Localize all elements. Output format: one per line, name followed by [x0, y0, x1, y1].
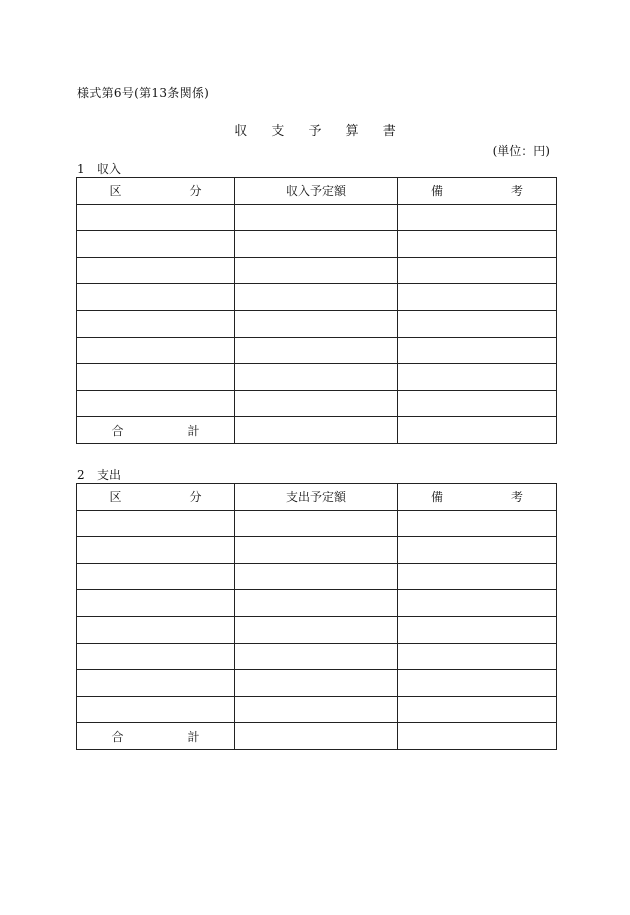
- income-total-row: [77, 417, 557, 444]
- income-amount-cell[interactable]: [235, 337, 398, 364]
- expense-amount-cell[interactable]: [235, 537, 398, 564]
- expense-amount-cell[interactable]: [235, 696, 398, 723]
- expense-table: [76, 483, 557, 750]
- expense-total-label: 合 計: [77, 723, 235, 750]
- expense-category-cell[interactable]: [77, 537, 235, 564]
- income-remarks-cell[interactable]: [398, 337, 557, 364]
- expense-category-cell[interactable]: [77, 696, 235, 723]
- income-remarks-cell[interactable]: [398, 310, 557, 337]
- expense-header-row: [77, 484, 557, 511]
- income-header-remarks: 備 考: [398, 178, 557, 205]
- expense-amount-cell[interactable]: [235, 590, 398, 617]
- expense-category-cell[interactable]: [77, 643, 235, 670]
- income-category-cell[interactable]: [77, 284, 235, 311]
- expense-amount-cell[interactable]: [235, 563, 398, 590]
- income-total-amount-cell[interactable]: [235, 417, 398, 444]
- expense-section-number: 2: [77, 468, 85, 482]
- income-table: [76, 177, 557, 444]
- expense-section-label: 支出: [97, 468, 122, 482]
- income-category-cell[interactable]: [77, 364, 235, 391]
- table-row: [77, 257, 557, 284]
- expense-remarks-cell[interactable]: [398, 590, 557, 617]
- table-row: [77, 616, 557, 643]
- expense-remarks-cell[interactable]: [398, 616, 557, 643]
- income-amount-cell[interactable]: [235, 310, 398, 337]
- expense-category-cell[interactable]: [77, 563, 235, 590]
- expense-total-amount-cell[interactable]: [235, 723, 398, 750]
- income-remarks-cell[interactable]: [398, 257, 557, 284]
- income-remarks-cell[interactable]: [398, 231, 557, 258]
- table-row: [77, 364, 557, 391]
- table-row: [77, 643, 557, 670]
- income-remarks-cell[interactable]: [398, 284, 557, 311]
- table-row: [77, 231, 557, 258]
- table-row: [77, 284, 557, 311]
- expense-remarks-cell[interactable]: [398, 563, 557, 590]
- expense-remarks-cell[interactable]: [398, 696, 557, 723]
- expense-remarks-cell[interactable]: [398, 670, 557, 697]
- income-total-label: 合 計: [77, 417, 235, 444]
- expense-total-row: [77, 723, 557, 750]
- expense-remarks-cell[interactable]: [398, 537, 557, 564]
- income-amount-cell[interactable]: [235, 284, 398, 311]
- expense-amount-cell[interactable]: [235, 670, 398, 697]
- document-title: 収 支 予 算 書: [234, 124, 406, 139]
- income-amount-cell[interactable]: [235, 204, 398, 231]
- income-remarks-cell[interactable]: [398, 364, 557, 391]
- table-row: [77, 510, 557, 537]
- income-section-heading: [77, 160, 121, 177]
- expense-amount-cell[interactable]: [235, 616, 398, 643]
- expense-category-cell[interactable]: [77, 510, 235, 537]
- income-category-cell[interactable]: [77, 204, 235, 231]
- table-row: [77, 537, 557, 564]
- expense-header-amount: 支出予定額: [235, 484, 398, 511]
- income-category-cell[interactable]: [77, 390, 235, 417]
- income-remarks-cell[interactable]: [398, 204, 557, 231]
- expense-section-heading: [77, 466, 121, 483]
- income-header-category: 区 分: [77, 178, 235, 205]
- table-row: [77, 670, 557, 697]
- income-amount-cell[interactable]: [235, 390, 398, 417]
- income-total-remarks-cell[interactable]: [398, 417, 557, 444]
- income-amount-cell[interactable]: [235, 257, 398, 284]
- expense-category-cell[interactable]: [77, 670, 235, 697]
- income-remarks-cell[interactable]: [398, 390, 557, 417]
- income-category-cell[interactable]: [77, 337, 235, 364]
- income-category-cell[interactable]: [77, 310, 235, 337]
- income-category-cell[interactable]: [77, 257, 235, 284]
- expense-remarks-cell[interactable]: [398, 643, 557, 670]
- income-header-row: [77, 178, 557, 205]
- income-amount-cell[interactable]: [235, 364, 398, 391]
- table-row: [77, 310, 557, 337]
- table-row: [77, 696, 557, 723]
- income-section-label: 収入: [97, 162, 122, 176]
- expense-header-category: 区 分: [77, 484, 235, 511]
- table-row: [77, 390, 557, 417]
- income-header-amount: 収入予定額: [235, 178, 398, 205]
- expense-remarks-cell[interactable]: [398, 510, 557, 537]
- income-category-cell[interactable]: [77, 231, 235, 258]
- table-row: [77, 563, 557, 590]
- table-row: [77, 337, 557, 364]
- table-row: [77, 590, 557, 617]
- expense-total-remarks-cell[interactable]: [398, 723, 557, 750]
- expense-amount-cell[interactable]: [235, 510, 398, 537]
- expense-category-cell[interactable]: [77, 616, 235, 643]
- expense-category-cell[interactable]: [77, 590, 235, 617]
- expense-amount-cell[interactable]: [235, 643, 398, 670]
- expense-header-remarks: 備 考: [398, 484, 557, 511]
- income-amount-cell[interactable]: [235, 231, 398, 258]
- income-section-number: 1: [77, 162, 85, 176]
- form-number: 様式第6号(第13条関係): [77, 86, 210, 100]
- table-row: [77, 204, 557, 231]
- unit-note: (単位：円): [492, 144, 550, 158]
